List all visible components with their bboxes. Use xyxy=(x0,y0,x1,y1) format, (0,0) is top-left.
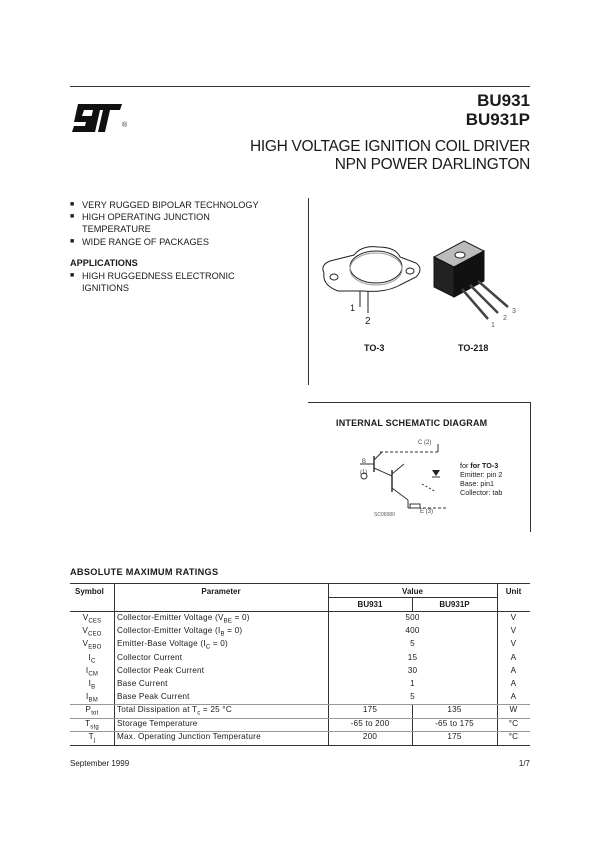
table-top-border xyxy=(70,583,530,584)
schematic-note: for for TO-3 xyxy=(460,461,499,470)
to218-package-drawing xyxy=(428,235,520,325)
schematic-box-right-border xyxy=(530,402,531,532)
application-item: ■ HIGH RUGGEDNESS ELECTRONIC IGNITIONS xyxy=(70,271,235,293)
row-symbol: $V_{CES}$ xyxy=(82,613,102,625)
row-unit: V xyxy=(510,639,517,649)
row-unit: A xyxy=(510,692,517,702)
row-unit: A xyxy=(510,652,517,662)
row-unit: V xyxy=(510,613,517,622)
part-number-1: BU931 xyxy=(477,91,530,110)
row-value: 5 xyxy=(410,692,415,702)
to218-pin-2: 2 xyxy=(503,315,507,322)
row-parameter: Max. Operating Junction Temperature xyxy=(117,731,261,741)
row-parameter: Storage Temperature xyxy=(117,718,198,728)
row-value-bu931: 200 xyxy=(362,731,378,741)
doc-title-line1: HIGH VOLTAGE IGNITION COIL DRIVER xyxy=(249,138,530,155)
feature-item: ■ HIGH OPERATING JUNCTION TEMPERATURE xyxy=(70,212,210,234)
part-number-2: BU931P xyxy=(465,110,530,129)
header-unit: Unit xyxy=(505,587,522,596)
header-bu931p: BU931P xyxy=(439,600,470,609)
schematic-title: INTERNAL SCHEMATIC DIAGRAM xyxy=(336,418,488,428)
row-parameter: Base Peak Current xyxy=(117,692,190,702)
schematic-base-pin-label: (1) xyxy=(360,470,368,476)
bullet-icon: ■ xyxy=(70,213,75,220)
footer-date: September 1999 xyxy=(70,759,130,768)
schematic-box-top-border xyxy=(308,402,530,403)
row-value: 5 xyxy=(410,639,415,649)
row-symbol: $V_{EBO}$ xyxy=(82,639,102,652)
row-symbol: $I_B$ xyxy=(88,679,96,691)
row-value-bu931: -65 to 200 xyxy=(350,718,390,728)
schematic-code: SC06580 xyxy=(374,512,395,518)
row-symbol: $I_{CM}$ xyxy=(85,665,99,678)
footer-page-number: 1/7 xyxy=(518,759,530,768)
row-symbol: $P_{tot}$ xyxy=(85,705,99,718)
schematic-note: Collector: tab xyxy=(460,488,503,497)
to218-pin-3: 3 xyxy=(512,308,516,315)
table-bottom-border xyxy=(70,745,530,746)
darlington-schematic-drawing xyxy=(352,440,457,520)
header-symbol: Symbol xyxy=(75,587,104,596)
schematic-collector-label: C (2) xyxy=(418,440,432,446)
to3-pin-1: 1 xyxy=(350,303,356,313)
package-box-border xyxy=(308,198,309,385)
to3-label: TO-3 xyxy=(364,343,385,353)
row-parameter: Collector-Emitter Voltage $(I_B = 0)$ xyxy=(117,626,243,638)
row-parameter: Collector-Emitter Voltage $(V_{BE} = 0)$ xyxy=(117,613,250,625)
row-symbol: $I_{BM}$ xyxy=(86,692,98,704)
row-parameter: Collector Current xyxy=(117,652,183,662)
row-symbol: $I_C$ xyxy=(88,652,96,665)
row-unit: A xyxy=(510,679,517,688)
row-value: 15 xyxy=(407,652,418,662)
row-value-bu931p: 175 xyxy=(447,731,462,741)
st-logo xyxy=(70,100,132,136)
schematic-note: Emitter: pin 2 xyxy=(460,470,503,479)
header-bu931: BU931 xyxy=(357,600,383,609)
applications-heading: APPLICATIONS xyxy=(70,258,138,268)
registered-mark: ® xyxy=(122,122,128,129)
schematic-note: Base: pin1 xyxy=(460,479,494,488)
to218-pin-1: 1 xyxy=(491,322,495,329)
bullet-icon: ■ xyxy=(70,238,75,245)
header-value: Value xyxy=(402,587,423,596)
row-unit: V xyxy=(510,626,517,636)
row-unit: W xyxy=(509,705,518,715)
bullet-icon: ■ xyxy=(70,272,75,279)
row-symbol: $V_{CEO}$ xyxy=(82,626,102,638)
row-unit: °C xyxy=(508,718,519,728)
row-symbol: $T_{stg}$ xyxy=(85,718,99,731)
schematic-base-label: B xyxy=(362,459,367,465)
row-value-bu931p: -65 to 175 xyxy=(435,718,474,728)
header-rule xyxy=(70,86,530,87)
row-parameter: Total Dissipation at $T_c = 25$ °C xyxy=(117,705,232,718)
to3-package-drawing xyxy=(316,225,426,315)
row-value: 30 xyxy=(407,665,418,675)
bullet-icon: ■ xyxy=(70,201,75,208)
row-parameter: Base Current xyxy=(117,679,168,688)
schematic-emitter-label: E (3) xyxy=(420,509,434,515)
row-symbol: $T_j$ xyxy=(88,731,96,744)
feature-item: ■ WIDE RANGE OF PACKAGES xyxy=(70,237,209,247)
row-unit: °C xyxy=(508,731,519,741)
table-col-divider xyxy=(114,583,115,745)
row-parameter: Emitter-Base Voltage $(I_C = 0)$ xyxy=(117,639,228,652)
row-parameter: Collector Peak Current xyxy=(117,665,205,675)
doc-title-line2: NPN POWER DARLINGTON xyxy=(334,156,530,173)
ratings-title: ABSOLUTE MAXIMUM RATINGS xyxy=(70,567,219,577)
table-header-border xyxy=(70,611,530,612)
row-value-bu931p: 135 xyxy=(447,705,462,715)
header-parameter: Parameter xyxy=(201,587,241,596)
row-value: 500 xyxy=(405,613,420,622)
row-value-bu931: 175 xyxy=(362,705,378,715)
row-value: 400 xyxy=(405,626,420,636)
feature-item: ■ VERY RUGGED BIPOLAR TECHNOLOGY xyxy=(70,200,259,210)
to218-label: TO-218 xyxy=(458,343,489,353)
row-unit: A xyxy=(510,665,517,675)
row-value: 1 xyxy=(410,679,415,688)
to3-pin-2: 2 xyxy=(365,316,371,327)
